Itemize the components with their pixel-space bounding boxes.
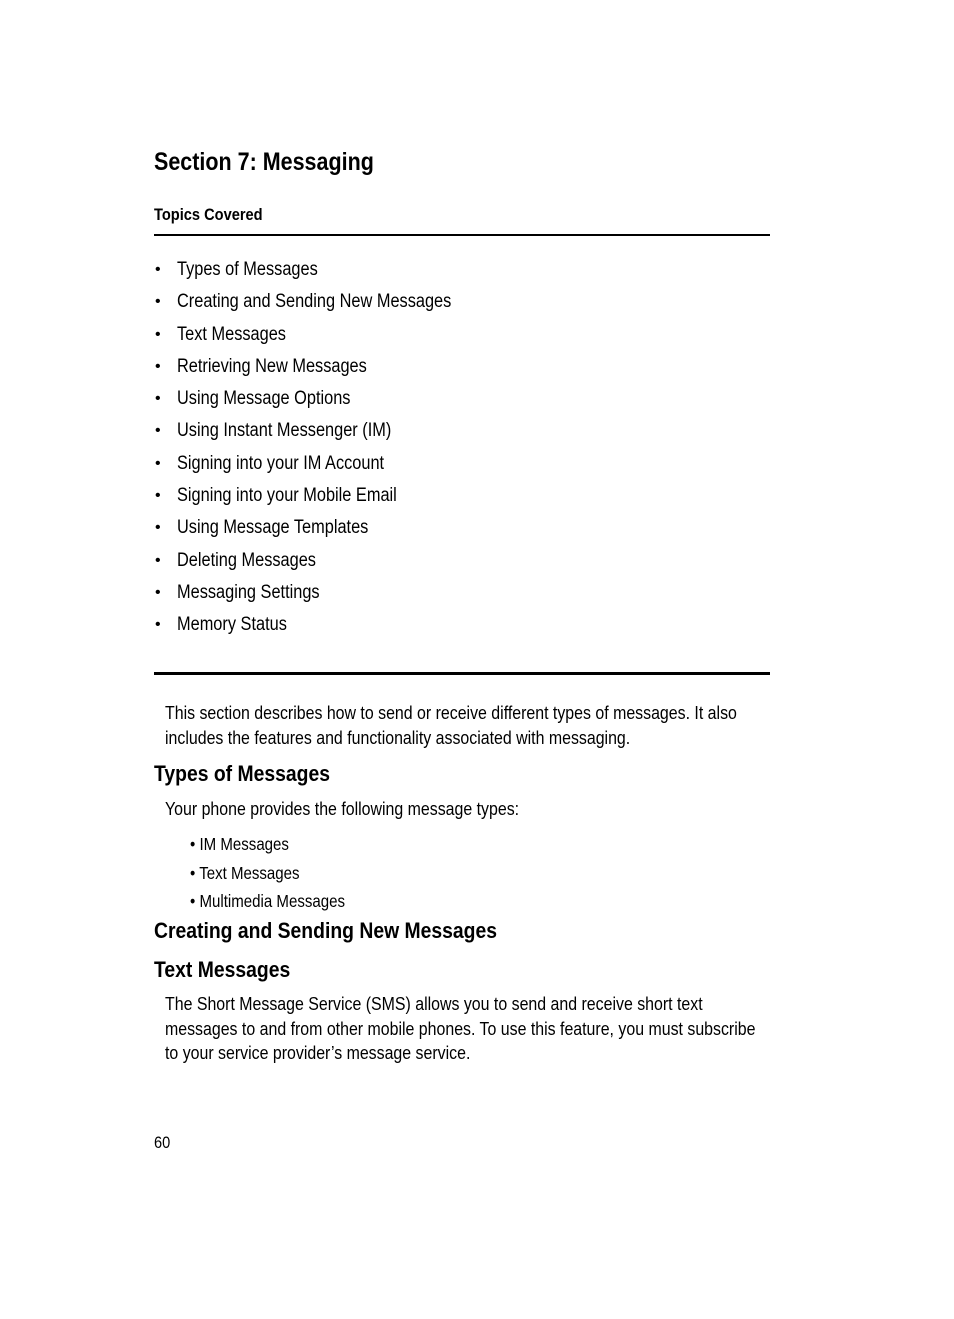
topics-covered-heading: Topics Covered bbox=[154, 205, 263, 224]
bullet-icon: • bbox=[155, 390, 161, 408]
message-types-list bbox=[190, 832, 370, 918]
creating-sending-heading: Creating and Sending New Messages bbox=[154, 918, 498, 943]
message-type-item: • Multimedia Messages bbox=[190, 891, 346, 911]
bullet-icon: • bbox=[155, 583, 161, 601]
bullet-icon: • bbox=[155, 519, 161, 537]
page-title: Section 7: Messaging bbox=[154, 148, 374, 176]
bullet-icon: • bbox=[155, 454, 161, 472]
bullet-icon: • bbox=[190, 834, 200, 854]
bullet-icon: • bbox=[190, 862, 200, 883]
bullet-icon: • bbox=[190, 891, 200, 911]
message-type-item: • IM Messages bbox=[190, 834, 289, 854]
intro-paragraph: This section describes how to send or receive different types of messages. It also includes the features and functionality associated with messaging. bbox=[165, 702, 737, 748]
bullet-icon: • bbox=[155, 616, 161, 634]
types-of-messages-heading: Types of Messages bbox=[154, 761, 331, 786]
topics-top-divider bbox=[154, 234, 770, 236]
bullet-icon: • bbox=[155, 422, 161, 440]
bullet-icon: • bbox=[155, 551, 161, 569]
text-messages-heading: Text Messages bbox=[154, 957, 291, 982]
bullet-icon: • bbox=[155, 487, 161, 505]
bullet-icon: • bbox=[155, 293, 161, 311]
message-type-item: • Text Messages bbox=[190, 862, 300, 883]
topics-bottom-divider bbox=[154, 672, 770, 675]
bullet-icon: • bbox=[155, 261, 161, 278]
bullet-icon: • bbox=[155, 325, 161, 343]
sms-paragraph: The Short Message Service (SMS) allows you to send and receive short text messages to and from other mobile phones. To use this feature, you must subscribe to your service provider’s message service. bbox=[165, 993, 756, 1063]
bullet-icon: • bbox=[155, 357, 161, 375]
types-intro-text: Your phone provides the following message types: bbox=[165, 798, 520, 819]
page-number: 60 bbox=[154, 1133, 171, 1152]
